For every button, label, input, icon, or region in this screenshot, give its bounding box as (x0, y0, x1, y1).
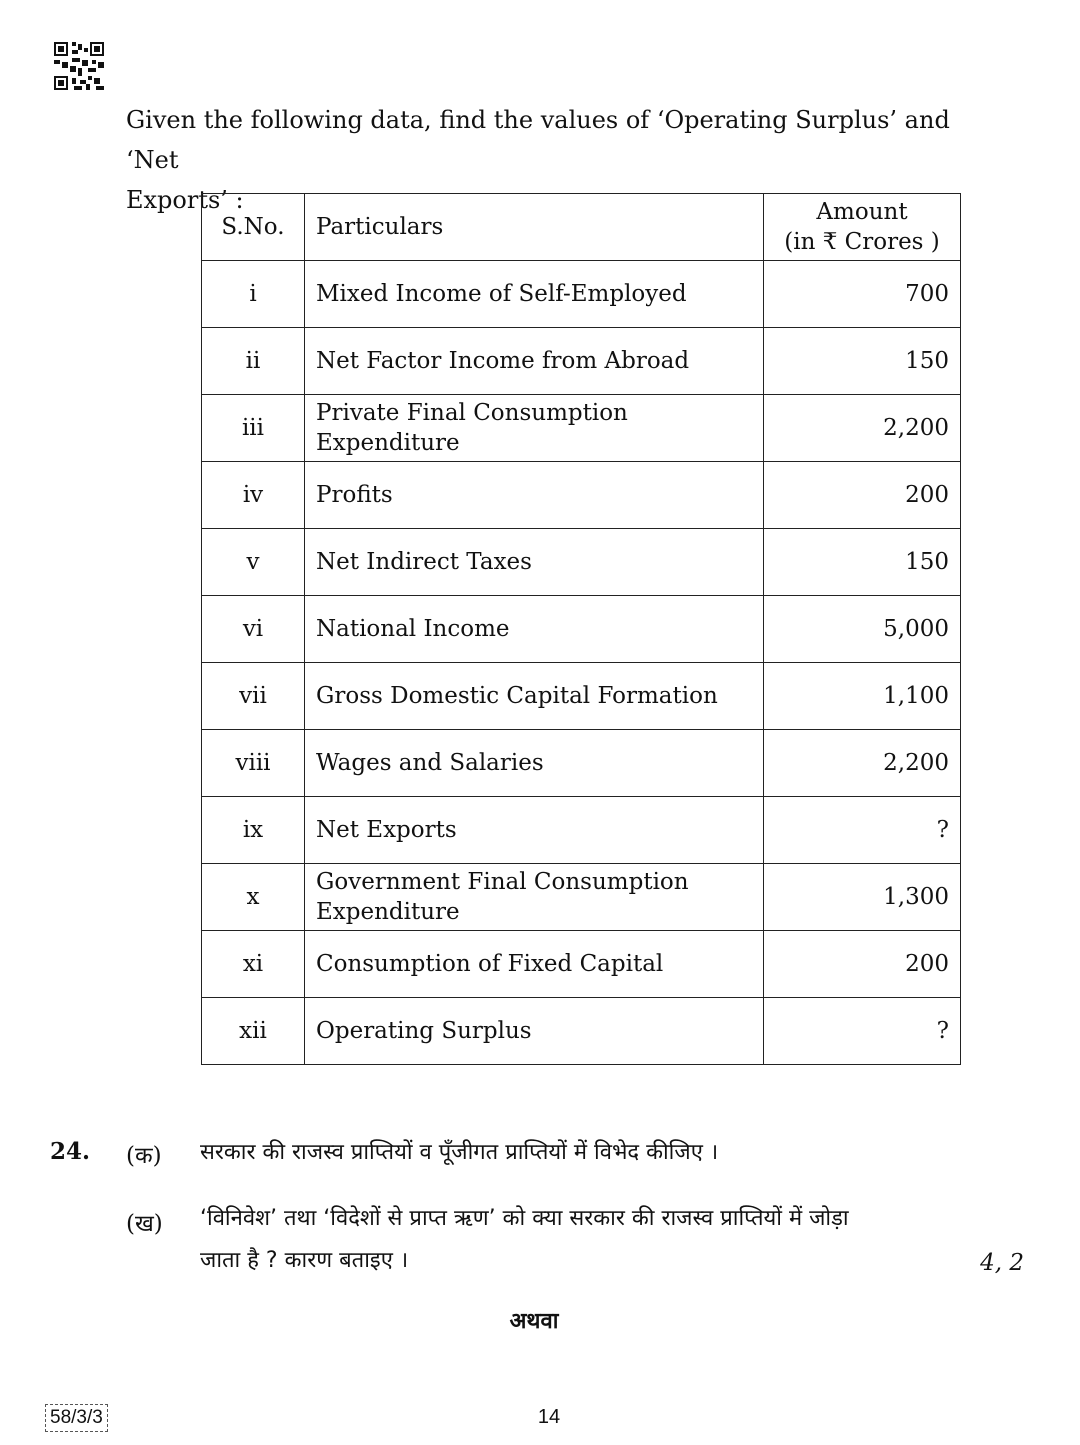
header-sno: S.No. (202, 194, 305, 261)
row-amount: 2,200 (764, 730, 961, 797)
row-particular: Wages and Salaries (305, 730, 764, 797)
row-sno: v (202, 529, 305, 596)
row-particular: Profits (305, 462, 764, 529)
table-row (202, 328, 961, 395)
part-b-text (200, 1198, 990, 1282)
row-particular: National Income (305, 596, 764, 663)
part-b-line-2: जाता है ? कारण बताइए । (200, 1248, 409, 1273)
part-b-line-1: ‘विनिवेश’ तथा ‘विदेशों से प्राप्त ऋण’ को क्या सरकार की राजस्व प्राप्तियों में जोड़ा (200, 1206, 849, 1231)
row-sno: x (202, 864, 305, 931)
or-separator: अथवा (509, 1309, 559, 1334)
data-table (201, 193, 961, 1065)
row-sno: viii (202, 730, 305, 797)
table-row (202, 462, 961, 529)
table-row (202, 730, 961, 797)
row-particular: Net Indirect Taxes (305, 529, 764, 596)
row-particular: Operating Surplus (305, 998, 764, 1065)
row-particular: Net Factor Income from Abroad (305, 328, 764, 395)
page-number: 14 (537, 1406, 561, 1428)
question-number: 24. (50, 1138, 91, 1165)
row-sno: iv (202, 462, 305, 529)
marks-allocation: 4, 2 (980, 1250, 1024, 1276)
intro-line-2: Exports’ : (126, 186, 244, 214)
table-row (202, 998, 961, 1065)
table-row (202, 931, 961, 998)
row-particular: Consumption of Fixed Capital (305, 931, 764, 998)
table-row (202, 596, 961, 663)
table-row (202, 261, 961, 328)
row-particular: Net Exports (305, 797, 764, 864)
header-amount-line-2: (in ₹ Crores ) (784, 229, 940, 255)
row-amount: 1,100 (764, 663, 961, 730)
table-row (202, 864, 961, 931)
row-sno: i (202, 261, 305, 328)
table-row (202, 395, 961, 462)
table-row (202, 663, 961, 730)
part-a-text: सरकार की राजस्व प्राप्तियों व पूँजीगत प्राप्तियों में विभेद कीजिए । (200, 1140, 719, 1165)
row-amount: 700 (764, 261, 961, 328)
row-particular: Mixed Income of Self-Employed (305, 261, 764, 328)
header-amount-line-1: Amount (816, 199, 908, 225)
part-b-label: (ख) (126, 1211, 163, 1237)
row-sno: ii (202, 328, 305, 395)
row-particular: Private Final Consumption Expenditure (305, 395, 764, 462)
header-particulars: Particulars (305, 194, 764, 261)
row-sno: xi (202, 931, 305, 998)
part-a-label: (क) (126, 1143, 162, 1169)
row-sno: vi (202, 596, 305, 663)
intro-line-1: Given the following data, find the values of ‘Operating Surplus’ and ‘Net (126, 106, 950, 174)
table-row (202, 529, 961, 596)
row-amount: ? (764, 797, 961, 864)
row-amount: 1,300 (764, 864, 961, 931)
row-particular: Government Final Consumption Expenditure (305, 864, 764, 931)
header-amount (764, 194, 961, 261)
row-sno: vii (202, 663, 305, 730)
row-particular: Gross Domestic Capital Formation (305, 663, 764, 730)
row-amount: 150 (764, 328, 961, 395)
row-amount: 150 (764, 529, 961, 596)
row-amount: 5,000 (764, 596, 961, 663)
row-amount: 200 (764, 462, 961, 529)
row-amount: 200 (764, 931, 961, 998)
row-amount: 2,200 (764, 395, 961, 462)
table-header-row (202, 194, 961, 261)
row-sno: xii (202, 998, 305, 1065)
row-sno: iii (202, 395, 305, 462)
paper-code: 58/3/3 (45, 1404, 108, 1432)
table-row (202, 797, 961, 864)
row-amount: ? (764, 998, 961, 1065)
qr-code-icon (54, 42, 104, 90)
row-sno: ix (202, 797, 305, 864)
